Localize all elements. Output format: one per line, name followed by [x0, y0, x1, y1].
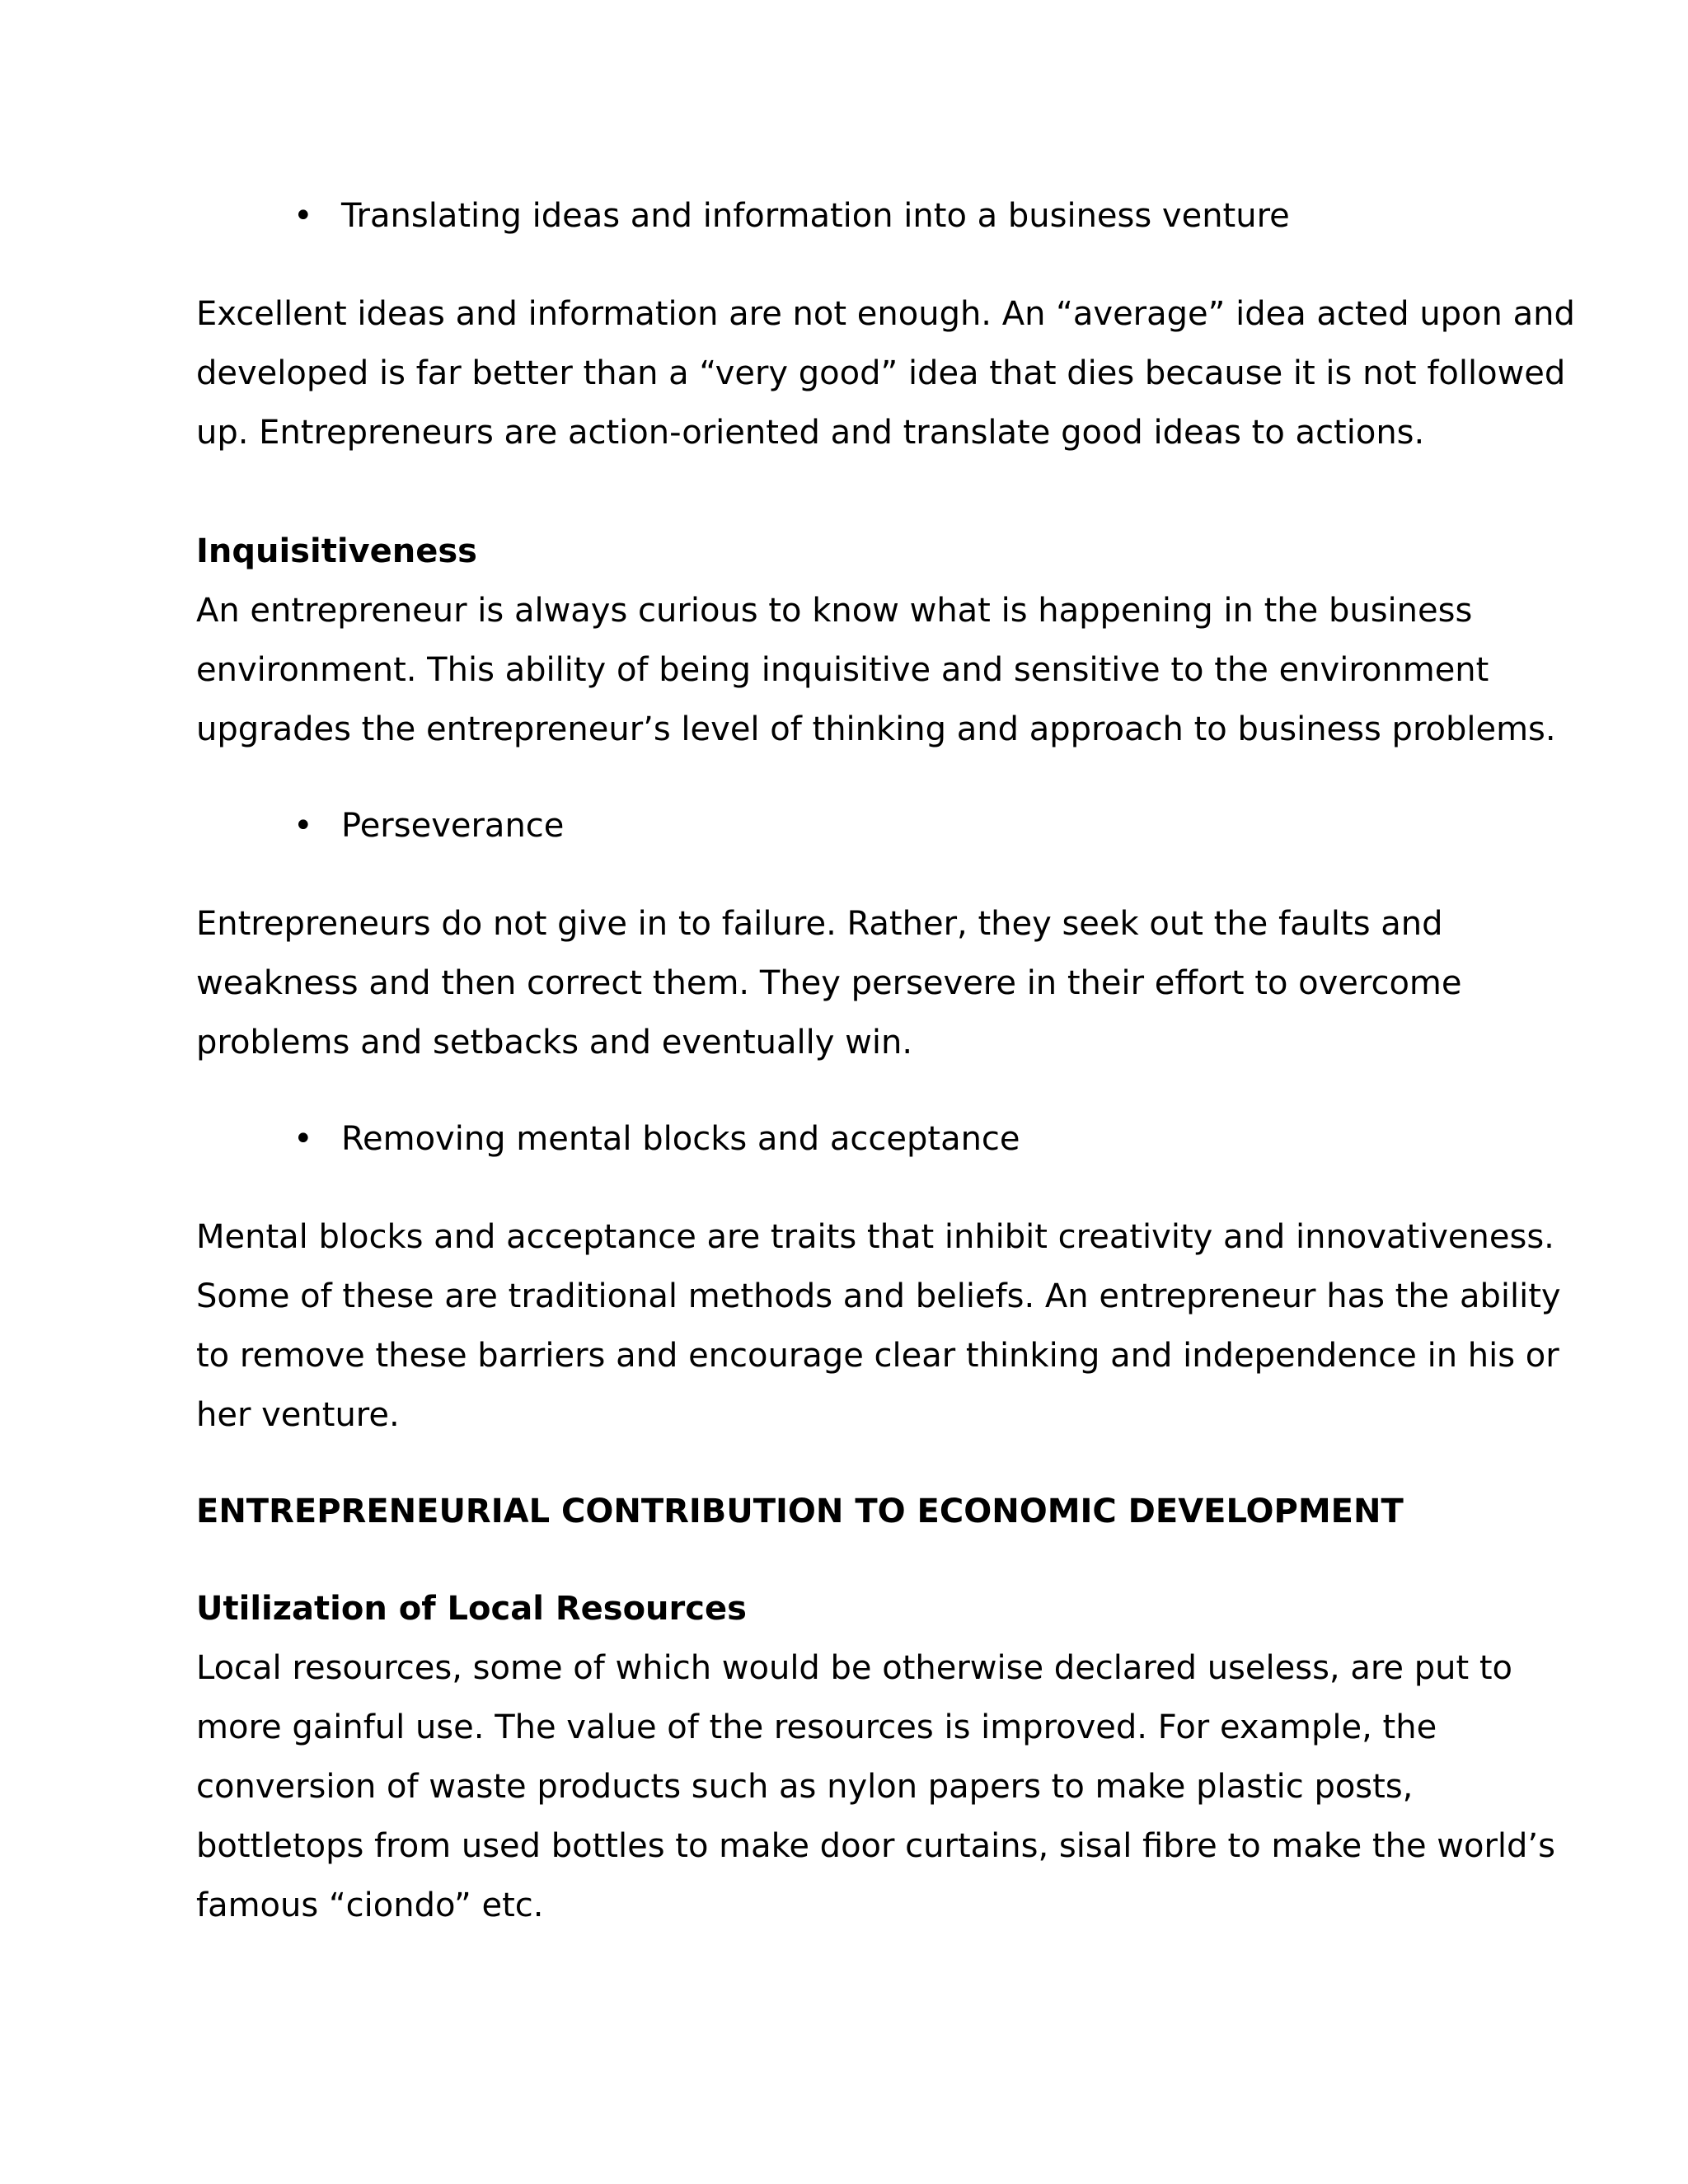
bullet-icon: • — [293, 197, 313, 235]
bullet-icon: • — [293, 1120, 313, 1158]
bullet-icon: • — [293, 807, 313, 845]
paragraph-mental-blocks: Mental blocks and acceptance are traits that inhibit creativity and innovativeness. Some of these are traditional methods and beliefs. An entrepreneur has the ability to remove these barriers and encourage clear thinking and independence in his or her venture. — [196, 1218, 1561, 1434]
heading-local-resources: Utilization of Local Resources — [196, 1590, 747, 1628]
bullet-text: Perseverance — [341, 807, 565, 845]
heading-economic-development: ENTREPRENEURIAL CONTRIBUTION TO ECONOMIC DEVELOPMENT — [196, 1493, 1404, 1530]
bullet-text: Translating ideas and information into a business venture — [341, 197, 1290, 235]
heading-inquisitiveness: Inquisitiveness — [196, 532, 477, 570]
bullet-text: Removing mental blocks and acceptance — [341, 1120, 1020, 1158]
paragraph-ideas-to-actions: Excellent ideas and information are not enough. An “average” idea acted upon and developed is far better than a “very good” idea that dies because it is not followed up. Entrepreneurs are action-oriented and translate good ideas to actions. — [196, 295, 1575, 452]
paragraph-perseverance: Entrepreneurs do not give in to failure. Rather, they seek out the faults and weakness and then correct them. They persevere in their effort to overcome problems and setbacks and eventually win. — [196, 905, 1462, 1062]
paragraph-inquisitiveness: An entrepreneur is always curious to know what is happening in the business environment. This ability of being inquisitive and sensitive to the environment upgrades the entrepreneur’s level of thinking and approach to business problems. — [196, 592, 1556, 748]
paragraph-local-resources: Local resources, some of which would be otherwise declared useless, are put to more gainful use. The value of the resources is improved. For example, the conversion of waste products such as nylon papers to make plastic posts, bottletops from used bottles to make door curtains, sisal fibre to make the world’s famous “ciondo” etc. — [196, 1649, 1555, 1924]
